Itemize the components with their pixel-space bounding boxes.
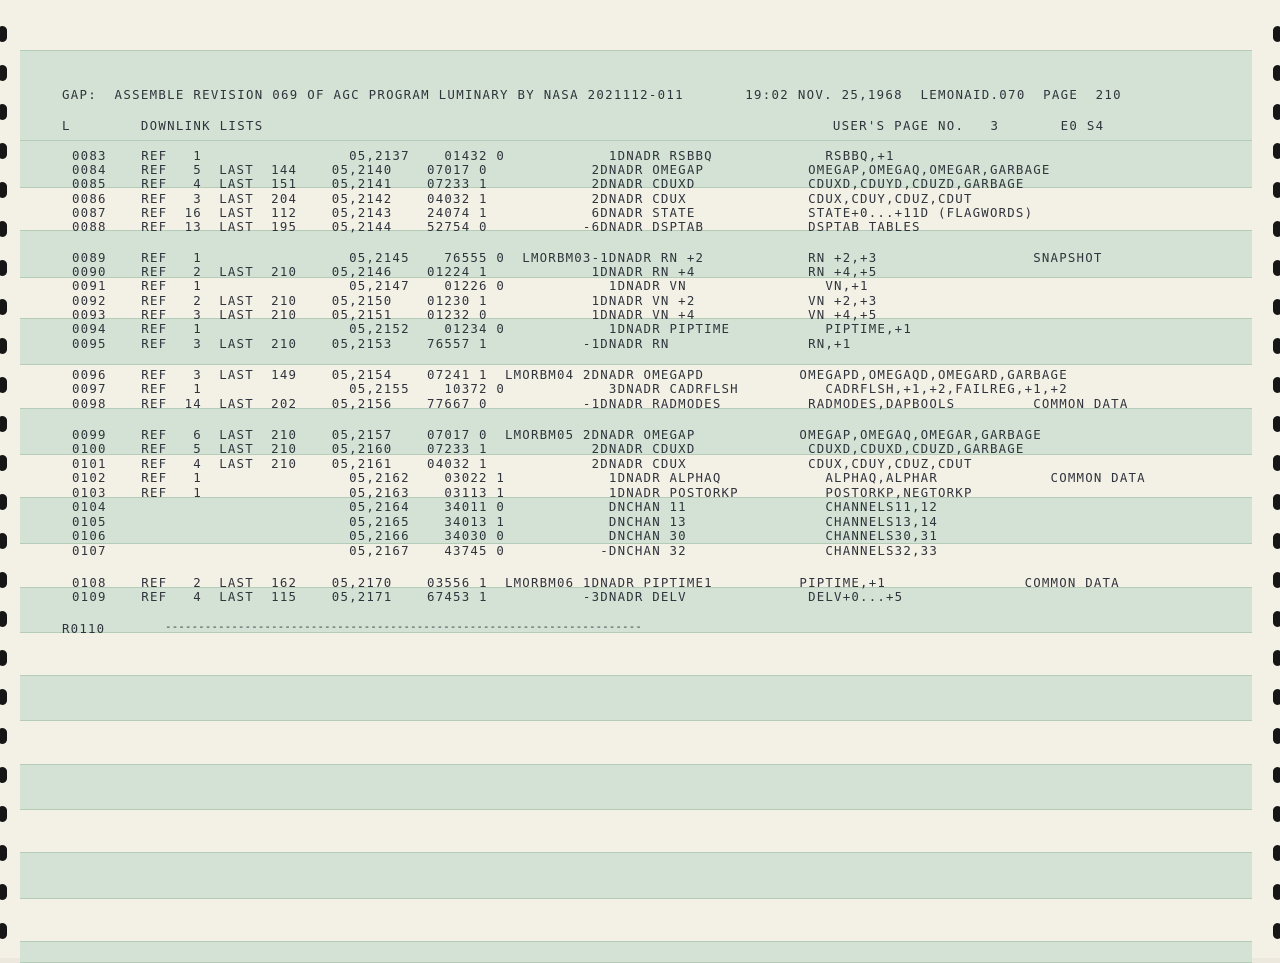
feed-hole [0,923,7,939]
feed-hole [1273,377,1280,393]
listing-line: 0092 REF 2 LAST 210 05,2150 01230 1 1DNADR VN +2 VN +2,+3 [72,293,878,308]
listing-banner: GAP: ASSEMBLE REVISION 069 OF AGC PROGRAM LUMINARY BY NASA 2021112-011 19:02 NOV. 25,1968 LEMONAID.070 PAGE 210 [62,87,1122,102]
listing-line: 0083 REF 1 05,2137 01432 0 1DNADR RSBBQ RSBBQ,+1 [72,148,895,163]
greenbar-band [20,941,1252,963]
listing-subheader: L DOWNLINK LISTS USER'S PAGE NO. 3 E0 S4 [62,118,1105,133]
footer-rule: ------------------------------------------------------------------------ [165,620,642,633]
feed-hole [1273,884,1280,900]
feed-hole [0,377,7,393]
listing-line: 0109 REF 4 LAST 115 05,2171 67453 1 -3DNADR DELV DELV+0...+5 [72,589,904,604]
feed-hole [1273,611,1280,627]
feed-hole [0,533,7,549]
footer-label: R0110 [62,621,106,636]
listing-line: 0099 REF 6 LAST 210 05,2157 07017 0 LMORBM05 2DNADR OMEGAP OMEGAP,OMEGAQ,OMEGAR,GARBAGE [72,427,1042,442]
feed-hole [0,338,7,354]
listing-line: 0105 05,2165 34013 1 DNCHAN 13 CHANNELS13,14 [72,514,938,529]
feed-hole [0,65,7,81]
listing-line: 0096 REF 3 LAST 149 05,2154 07241 1 LMORBM04 2DNADR OMEGAPD OMEGAPD,OMEGAQD,OMEGARD,GARBAGE [72,367,1068,382]
feed-hole [1273,923,1280,939]
greenbar-band [20,764,1252,810]
listing-line: 0097 REF 1 05,2155 10372 0 3DNADR CADRFLSH CADRFLSH,+1,+2,FAILREG,+1,+2 [72,381,1068,396]
feed-hole [0,689,7,705]
feed-hole [1273,455,1280,471]
feed-hole [1273,533,1280,549]
feed-hole [0,455,7,471]
feed-hole [0,806,7,822]
listing-line: 0093 REF 3 LAST 210 05,2151 01232 0 1DNADR VN +4 VN +4,+5 [72,307,878,322]
feed-hole [0,572,7,588]
feed-hole [1273,143,1280,159]
feed-hole [0,221,7,237]
listing-line: 0103 REF 1 05,2163 03113 1 1DNADR POSTORKP POSTORKP,NEGTORKP [72,485,973,500]
listing-line: 0089 REF 1 05,2145 76555 0 LMORBM03-1DNADR RN +2 RN +2,+3 SNAPSHOT [72,250,1103,265]
feed-hole [1273,104,1280,120]
feed-hole [1273,221,1280,237]
listing-line: 0094 REF 1 05,2152 01234 0 1DNADR PIPTIME PIPTIME,+1 [72,321,912,336]
listing-line: 0085 REF 4 LAST 151 05,2141 07233 1 2DNADR CDUXD CDUXD,CDUYD,CDUZD,GARBAGE [72,176,1025,191]
listing-line: 0084 REF 5 LAST 144 05,2140 07017 0 2DNADR OMEGAP OMEGAP,OMEGAQ,OMEGAR,GARBAGE [72,162,1051,177]
listing-line: 0101 REF 4 LAST 210 05,2161 04032 1 2DNADR CDUX CDUX,CDUY,CDUZ,CDUT [72,456,973,471]
listing-line: 0102 REF 1 05,2162 03022 1 1DNADR ALPHAQ ALPHAQ,ALPHAR COMMON DATA [72,470,1146,485]
feed-hole [1273,299,1280,315]
listing-line: 0098 REF 14 LAST 202 05,2156 77667 0 -1DNADR RADMODES RADMODES,DAPBOOLS COMMON DATA [72,396,1129,411]
feed-hole [1273,260,1280,276]
feed-hole [1273,689,1280,705]
feed-hole [0,767,7,783]
feed-hole [0,143,7,159]
listing-line: 0107 05,2167 43745 0 -DNCHAN 32 CHANNELS32,33 [72,543,938,558]
feed-hole [1273,767,1280,783]
feed-hole [0,104,7,120]
listing-line: 0088 REF 13 LAST 195 05,2144 52754 0 -6DNADR DSPTAB DSPTAB TABLES [72,219,921,234]
feed-hole [1273,182,1280,198]
listing-line: 0108 REF 2 LAST 162 05,2170 03556 1 LMORBM06 1DNADR PIPTIME1 PIPTIME,+1 COMMON DATA [72,575,1120,590]
feed-hole [1273,338,1280,354]
feed-hole [0,728,7,744]
feed-hole [0,260,7,276]
feed-hole [0,845,7,861]
feed-hole [0,182,7,198]
listing-line: 0095 REF 3 LAST 210 05,2153 76557 1 -1DNADR RN RN,+1 [72,336,852,351]
listing-line: 0086 REF 3 LAST 204 05,2142 04032 1 2DNADR CDUX CDUX,CDUY,CDUZ,CDUT [72,191,973,206]
listing-line: 0100 REF 5 LAST 210 05,2160 07233 1 2DNADR CDUXD CDUXD,CDUXD,CDUZD,GARBAGE [72,441,1025,456]
feed-hole [0,26,7,42]
listing-line: 0090 REF 2 LAST 210 05,2146 01224 1 1DNADR RN +4 RN +4,+5 [72,264,878,279]
listing-line: 0106 05,2166 34030 0 DNCHAN 30 CHANNELS30,31 [72,528,938,543]
feed-hole [1273,494,1280,510]
feed-hole [1273,572,1280,588]
feed-hole [1273,806,1280,822]
feed-hole [1273,650,1280,666]
listing-line: 0104 05,2164 34011 0 DNCHAN 11 CHANNELS11,12 [72,499,938,514]
greenbar-band [20,852,1252,899]
feed-hole [0,650,7,666]
listing-line: 0091 REF 1 05,2147 01226 0 1DNADR VN VN,+1 [72,278,869,293]
feed-hole [0,494,7,510]
feed-hole [1273,845,1280,861]
feed-hole [1273,26,1280,42]
feed-hole [1273,728,1280,744]
feed-hole [0,884,7,900]
feed-hole [1273,65,1280,81]
feed-hole [1273,416,1280,432]
feed-hole [0,299,7,315]
listing-line: 0087 REF 16 LAST 112 05,2143 24074 1 6DNADR STATE STATE+0...+11D (FLAGWORDS) [72,205,1034,220]
feed-hole [0,611,7,627]
feed-hole [0,416,7,432]
greenbar-band [20,675,1252,721]
